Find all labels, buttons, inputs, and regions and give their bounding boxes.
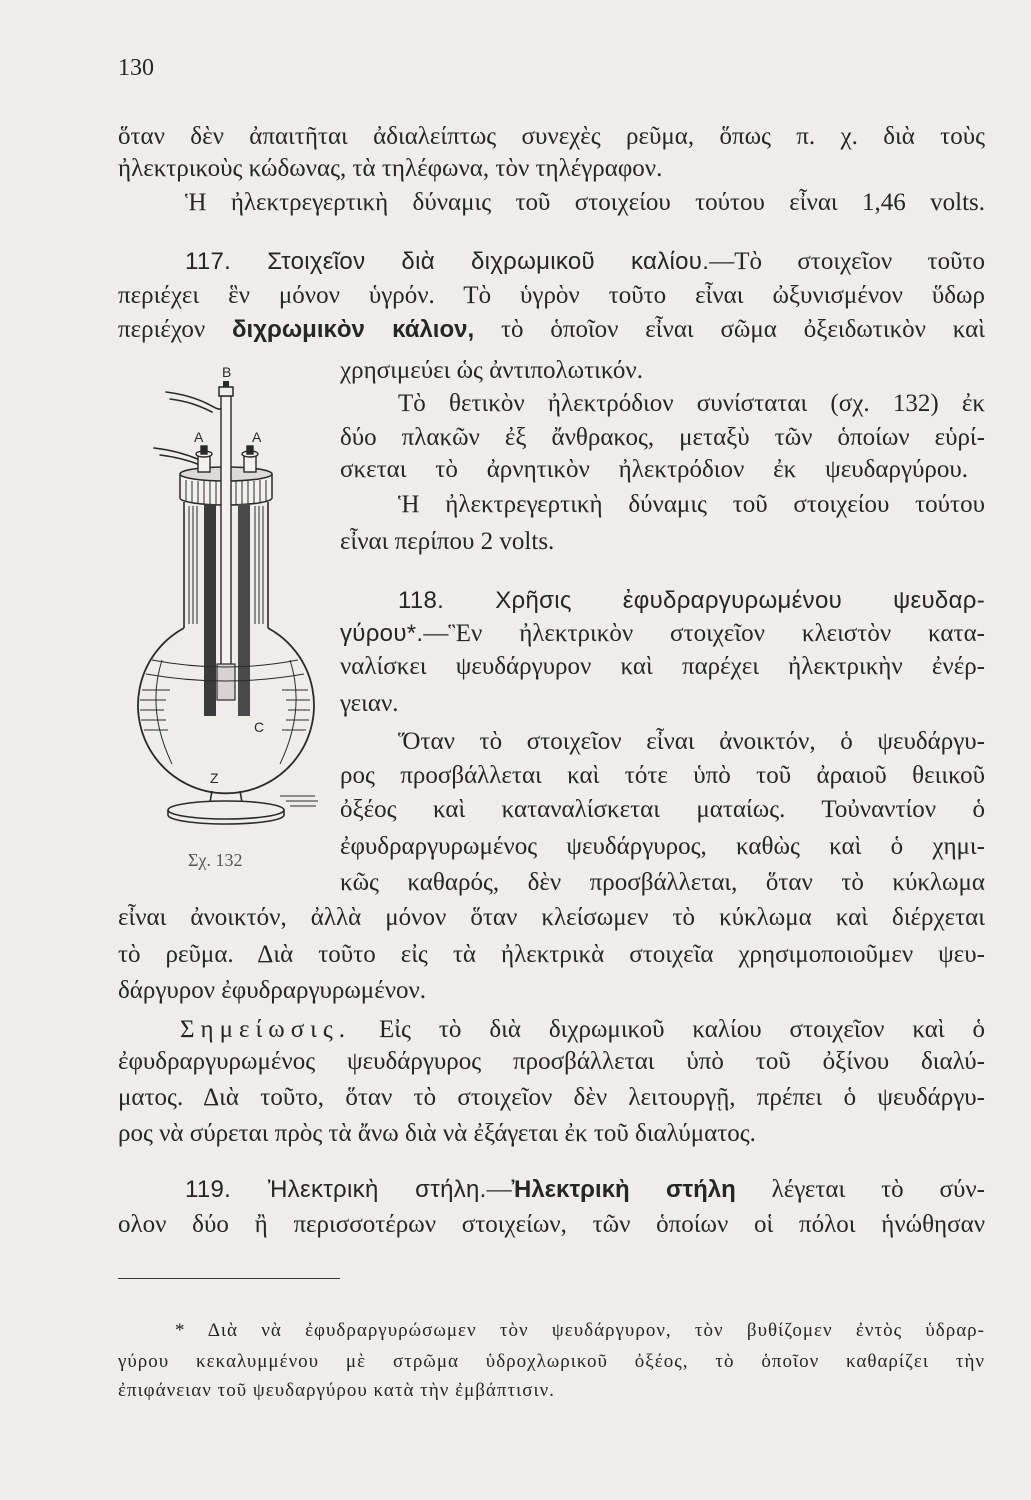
figure-caption: Σχ. 132 [188,850,243,870]
text-line: Ἡ ἠλεκτρεγερτικὴ δύναμις τοῦ στοιχείου τούτου [398,491,985,518]
text-line: γειαν. [340,690,399,717]
section-heading: 119. Ἠλεκτρικὴ στήλη. [185,1176,487,1203]
section-heading-continued: γύρου*. [340,620,424,647]
text-line: Ὅταν τὸ στοιχεῖον εἶναι ἀνοικτόν, ὁ ψευδάργυ- [398,728,985,755]
text-run: —Ἓν ἠλεκτρικὸν στοιχεῖον κλειστὸν κατα- [423,620,985,647]
text-line: εἶναι περίπου 2 volts. [340,528,555,555]
section-118-heading-line [398,585,985,617]
text-line: δάργυρον ἐφυδραργυρωμένον. [118,977,427,1004]
bold-term: διχρωμικὸν κάλιον, [231,316,475,343]
text-line: ὀξέος καὶ καταναλίσκεται ματαίως. Τοὐναντίον ὁ [340,796,985,823]
text-run: Εἰς τὸ διὰ διχρωμικοῦ καλίου στοιχεῖον καὶ ὁ [379,1016,986,1043]
carbon-plate-right [238,504,250,716]
figure-label-b: B [222,364,232,380]
wire-upper-strand [170,399,212,412]
text-line: περιέχει ἓν μόνον ὑγρόν. Τὸ ὑγρὸν τοῦτο εἶναι ὠξυνισμένον ὕδωρ [118,282,985,309]
section-heading: 117. Στοιχεῖον διὰ διχρωμικοῦ καλίου. [185,248,710,275]
zinc-rod [221,396,231,666]
footnote-rule [118,1278,340,1279]
text-run: τὸ ὁποῖον εἶναι σῶμα ὀξειδωτικὸν καὶ [500,316,985,343]
figure-label-c: C [254,719,265,735]
note-line [180,1014,985,1046]
figure-label-a-left: A [194,429,204,445]
text-line: χρησιμεύει ὡς ἀντιπολωτικόν. [340,357,643,384]
text-line: δύο πλακῶν ἐξ ἄνθρακος, μεταξὺ τῶν ὁποίων εὑρί- [340,424,985,451]
text-line: κῶς καθαρός, δὲν προσβάλλεται, ὅταν τὸ κύκλωμα [340,869,985,896]
footnote-line: * Διὰ νὰ ἐφυδραργυρώσωμεν τὸν ψευδάργυρον, τὸν βυθίζομεν ἐντὸς ὑδραρ- [175,1320,985,1341]
text-line: ἐφυδραργυρωμένος ψευδάργυρος, καθὼς καὶ ὁ χημι- [340,833,985,860]
section-heading: 118. Χρῆσις ἐφυδραργυρωμένου ψευδαρ- [398,587,985,614]
text-line: Τὸ θετικὸν ἠλεκτρόδιον συνίσταται (σχ. 132) ἐκ [398,390,985,417]
section-117-heading-line [185,246,985,278]
footnote-line: γύρου κεκαλυμμένου μὲ στρῶμα ὑδροχλωρικοῦ ὀξέος, τὸ ὁποῖον καθαρίζει τὴν [118,1351,985,1372]
figure-132-dichromate-cell [130,360,330,840]
figure-label-z: Z [210,770,219,786]
bold-term: Ἠλεκτρικὴ στήλη [511,1176,736,1203]
flask-foot [168,801,284,819]
text-line: εἶναι ἀνοικτόν, ἀλλὰ μόνον ὅταν κλείσωμεν τὸ κύκλωμα καὶ διέρχεται [118,904,985,931]
footnote-line: ἐπιφάνειαν τοῦ ψευδαργύρου κατὰ τὴν ἐμβάπτισιν. [118,1380,555,1401]
text-line [340,618,985,650]
figure-label-a-right: A [252,429,262,445]
rod-knob [223,381,229,387]
foot-shadow [280,796,318,806]
wire-lower-strand [160,455,200,465]
text-run: —Τὸ στοιχεῖον τοῦτο [709,248,986,275]
text-line: Ἡ ἠλεκτρεγερτικὴ δύναμις τοῦ στοιχείου τούτου εἶναι 1,46 volts. [185,189,985,216]
note-line: ματος. Διὰ τοῦτο, ὅταν τὸ στοιχεῖον δὲν λειτουργῇ, πρέπει ὁ ψευδάργυ- [118,1084,985,1111]
text-line: ἠλεκτρικοὺς κώδωνας, τὰ τηλέφωνα, τὸν τηλέγραφον. [118,155,663,182]
text-run: λέγεται τὸ σύν- [771,1176,985,1203]
carbon-plate-left [204,504,216,716]
text-run: — [486,1176,512,1203]
note-line: ἐφυδραργυρωμένος ψευδάργυρος προσβάλλεται ὑπὸ τοῦ ὀξίνου διαλύ- [118,1048,985,1075]
zinc-plate [217,664,235,700]
wire-upper [166,392,223,409]
section-119-heading-line [185,1174,985,1206]
terminal-left [196,446,212,472]
note-line: ρος νὰ σύρεται πρὸς τὰ ἄνω διὰ νὰ ἐξάγεται ἐκ τοῦ διαλύματος. [118,1120,756,1147]
text-line: ὅταν δὲν ἀπαιτῆται ἀδιαλείπτως συνεχὲς ρεῦμα, ὅπως π. χ. διὰ τοὺς [118,123,985,150]
text-line: σκεται τὸ ἀρνητικὸν ἠλεκτρόδιον ἐκ ψευδαργύρου. [340,456,968,483]
text-line: ρος προσβάλλεται καὶ τότε ὑπὸ τοῦ ἀραιοῦ θειικοῦ [340,762,985,789]
text-line [118,314,985,346]
note-label: Σημείωσις. [180,1016,352,1043]
text-line: ολον δύο ἢ περισσοτέρων στοιχείων, τῶν ὁποίων οἱ πόλοι ἡνώθησαν [118,1211,985,1238]
terminal-right [242,446,258,472]
rod-cap [219,387,233,396]
text-run: περιέχον [118,316,206,343]
text-line: τὸ ρεῦμα. Διὰ τοῦτο εἰς τὰ ἠλεκτρικὰ στοιχεῖα χρησιμοποιοῦμεν ψευ- [118,941,985,968]
text-line: ναλίσκει ψευδάργυρον καὶ παρέχει ἠλεκτρικὴν ἐνέρ- [340,653,985,680]
page-number: 130 [118,55,154,81]
